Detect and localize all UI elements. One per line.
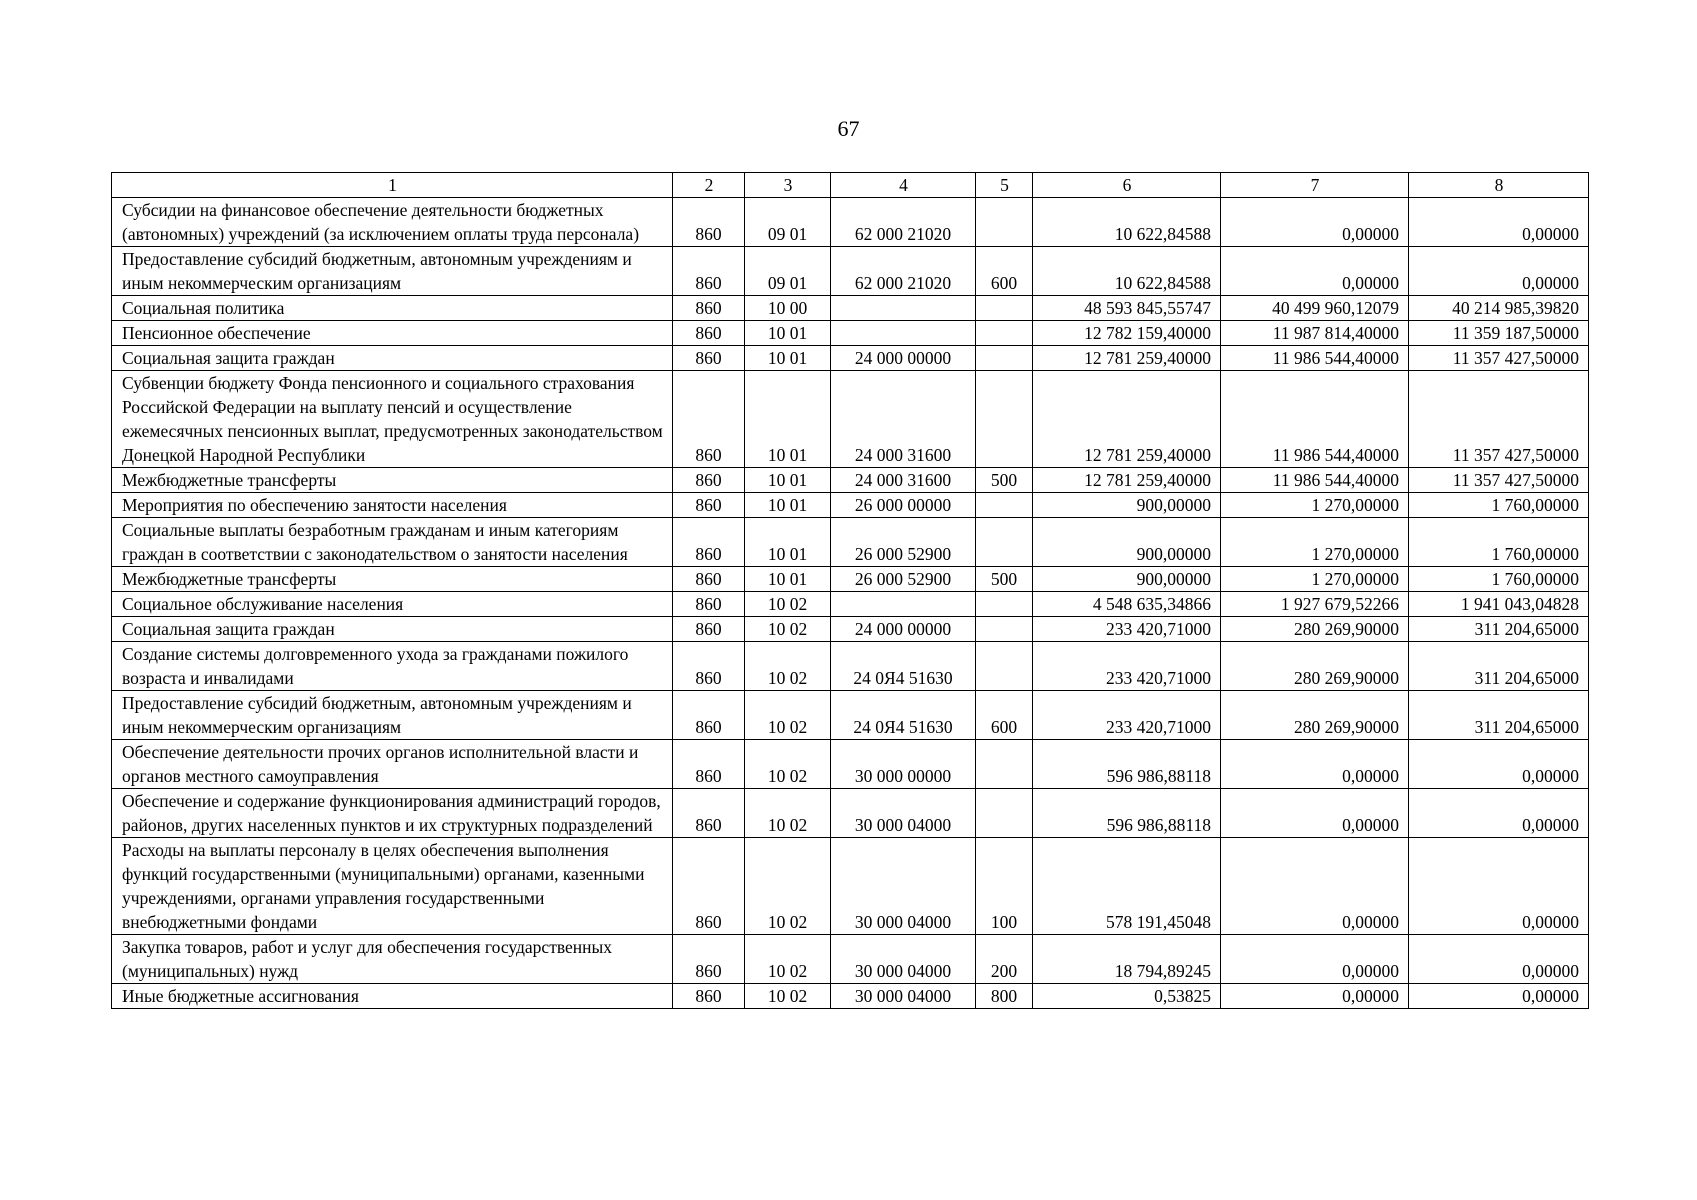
expense-type-cell: 600 [976, 691, 1033, 740]
amount-col8-cell: 40 214 985,39820 [1409, 296, 1589, 321]
section-code-cell: 10 01 [745, 468, 831, 493]
amount-col6-cell: 18 794,89245 [1033, 935, 1221, 984]
department-code-cell: 860 [673, 691, 745, 740]
column-header-4: 4 [831, 173, 976, 198]
table-row [112, 198, 1589, 247]
amount-col8-cell: 1 941 043,04828 [1409, 592, 1589, 617]
expense-type-cell [976, 371, 1033, 468]
expense-name-cell: Субсидии на финансовое обеспечение деятельности бюджетных (автономных) учреждений (за исключением оплаты труда персонала) [112, 198, 673, 247]
expense-type-cell [976, 617, 1033, 642]
table-row [112, 296, 1589, 321]
department-code-cell: 860 [673, 592, 745, 617]
target-article-cell: 30 000 04000 [831, 789, 976, 838]
section-code-cell: 09 01 [745, 198, 831, 247]
amount-col8-cell: 11 357 427,50000 [1409, 371, 1589, 468]
amount-col6-cell: 233 420,71000 [1033, 642, 1221, 691]
amount-col7-cell: 280 269,90000 [1221, 691, 1409, 740]
table-body [112, 198, 1589, 1009]
amount-col6-cell: 900,00000 [1033, 518, 1221, 567]
expense-type-cell: 500 [976, 567, 1033, 592]
amount-col8-cell: 0,00000 [1409, 935, 1589, 984]
column-header-6: 6 [1033, 173, 1221, 198]
budget-table [111, 172, 1589, 1009]
amount-col8-cell: 0,00000 [1409, 247, 1589, 296]
expense-name-cell: Субвенции бюджету Фонда пенсионного и социального страхования Российской Федерации на выплату пенсий и осуществление ежемесячных пенсионных выплат, предусмотренных законодательством Донецкой Народной Республики [112, 371, 673, 468]
department-code-cell: 860 [673, 321, 745, 346]
amount-col6-cell: 12 781 259,40000 [1033, 468, 1221, 493]
department-code-cell: 860 [673, 789, 745, 838]
table-row [112, 740, 1589, 789]
table-row [112, 642, 1589, 691]
amount-col8-cell: 0,00000 [1409, 198, 1589, 247]
expense-name-cell: Межбюджетные трансферты [112, 567, 673, 592]
expense-name-cell: Обеспечение и содержание функционирования администраций городов, районов, других населенных пунктов и их структурных подразделений [112, 789, 673, 838]
header-row [112, 173, 1589, 198]
expense-name-cell: Обеспечение деятельности прочих органов исполнительной власти и органов местного самоуправления [112, 740, 673, 789]
amount-col7-cell: 0,00000 [1221, 838, 1409, 935]
amount-col6-cell: 12 782 159,40000 [1033, 321, 1221, 346]
department-code-cell: 860 [673, 371, 745, 468]
column-header-1: 1 [112, 173, 673, 198]
amount-col6-cell: 48 593 845,55747 [1033, 296, 1221, 321]
expense-name-cell: Пенсионное обеспечение [112, 321, 673, 346]
expense-type-cell [976, 321, 1033, 346]
section-code-cell: 10 01 [745, 518, 831, 567]
department-code-cell: 860 [673, 346, 745, 371]
amount-col6-cell: 0,53825 [1033, 984, 1221, 1009]
amount-col7-cell: 0,00000 [1221, 984, 1409, 1009]
amount-col7-cell: 0,00000 [1221, 247, 1409, 296]
table-row [112, 321, 1589, 346]
amount-col7-cell: 11 987 814,40000 [1221, 321, 1409, 346]
section-code-cell: 09 01 [745, 247, 831, 296]
amount-col8-cell: 1 760,00000 [1409, 493, 1589, 518]
amount-col6-cell: 10 622,84588 [1033, 198, 1221, 247]
table-row [112, 247, 1589, 296]
amount-col7-cell: 0,00000 [1221, 740, 1409, 789]
department-code-cell: 860 [673, 617, 745, 642]
table-row [112, 567, 1589, 592]
department-code-cell: 860 [673, 296, 745, 321]
department-code-cell: 860 [673, 518, 745, 567]
department-code-cell: 860 [673, 493, 745, 518]
table-row [112, 789, 1589, 838]
expense-type-cell [976, 493, 1033, 518]
target-article-cell: 62 000 21020 [831, 247, 976, 296]
expense-type-cell [976, 642, 1033, 691]
expense-type-cell [976, 296, 1033, 321]
section-code-cell: 10 01 [745, 493, 831, 518]
amount-col6-cell: 596 986,88118 [1033, 740, 1221, 789]
amount-col7-cell: 0,00000 [1221, 789, 1409, 838]
department-code-cell: 860 [673, 935, 745, 984]
section-code-cell: 10 02 [745, 789, 831, 838]
section-code-cell: 10 02 [745, 838, 831, 935]
amount-col6-cell: 900,00000 [1033, 567, 1221, 592]
target-article-cell: 24 000 31600 [831, 468, 976, 493]
department-code-cell: 860 [673, 838, 745, 935]
expense-type-cell: 600 [976, 247, 1033, 296]
target-article-cell: 24 000 31600 [831, 371, 976, 468]
section-code-cell: 10 02 [745, 691, 831, 740]
department-code-cell: 860 [673, 740, 745, 789]
department-code-cell: 860 [673, 567, 745, 592]
target-article-cell: 26 000 00000 [831, 493, 976, 518]
target-article-cell: 30 000 04000 [831, 935, 976, 984]
target-article-cell [831, 592, 976, 617]
amount-col8-cell: 11 359 187,50000 [1409, 321, 1589, 346]
amount-col8-cell: 1 760,00000 [1409, 567, 1589, 592]
table-row [112, 592, 1589, 617]
expense-name-cell: Создание системы долговременного ухода за гражданами пожилого возраста и инвалидами [112, 642, 673, 691]
expense-type-cell: 500 [976, 468, 1033, 493]
expense-name-cell: Социальная политика [112, 296, 673, 321]
amount-col8-cell: 0,00000 [1409, 740, 1589, 789]
section-code-cell: 10 01 [745, 371, 831, 468]
target-article-cell: 24 0Я4 51630 [831, 642, 976, 691]
table-row [112, 493, 1589, 518]
expense-name-cell: Социальные выплаты безработным гражданам и иным категориям граждан в соответствии с законодательством о занятости населения [112, 518, 673, 567]
amount-col6-cell: 596 986,88118 [1033, 789, 1221, 838]
section-code-cell: 10 02 [745, 617, 831, 642]
expense-type-cell: 100 [976, 838, 1033, 935]
amount-col7-cell: 11 986 544,40000 [1221, 346, 1409, 371]
amount-col6-cell: 10 622,84588 [1033, 247, 1221, 296]
amount-col7-cell: 280 269,90000 [1221, 642, 1409, 691]
amount-col8-cell: 11 357 427,50000 [1409, 468, 1589, 493]
amount-col7-cell: 1 927 679,52266 [1221, 592, 1409, 617]
department-code-cell: 860 [673, 198, 745, 247]
target-article-cell: 26 000 52900 [831, 567, 976, 592]
amount-col6-cell: 900,00000 [1033, 493, 1221, 518]
amount-col6-cell: 12 781 259,40000 [1033, 346, 1221, 371]
table-row [112, 691, 1589, 740]
department-code-cell: 860 [673, 642, 745, 691]
expense-type-cell [976, 740, 1033, 789]
expense-type-cell [976, 592, 1033, 617]
department-code-cell: 860 [673, 247, 745, 296]
target-article-cell: 24 000 00000 [831, 346, 976, 371]
column-header-8: 8 [1409, 173, 1589, 198]
table-row [112, 346, 1589, 371]
target-article-cell: 30 000 04000 [831, 838, 976, 935]
section-code-cell: 10 01 [745, 346, 831, 371]
target-article-cell [831, 296, 976, 321]
expense-type-cell [976, 518, 1033, 567]
expense-name-cell: Социальная защита граждан [112, 346, 673, 371]
expense-name-cell: Закупка товаров, работ и услуг для обеспечения государственных (муниципальных) нужд [112, 935, 673, 984]
column-header-2: 2 [673, 173, 745, 198]
expense-name-cell: Социальная защита граждан [112, 617, 673, 642]
section-code-cell: 10 00 [745, 296, 831, 321]
table-row [112, 838, 1589, 935]
table-row [112, 468, 1589, 493]
target-article-cell: 30 000 04000 [831, 984, 976, 1009]
amount-col7-cell: 280 269,90000 [1221, 617, 1409, 642]
expense-name-cell: Предоставление субсидий бюджетным, автономным учреждениям и иным некоммерческим организациям [112, 247, 673, 296]
target-article-cell [831, 321, 976, 346]
column-header-5: 5 [976, 173, 1033, 198]
expense-type-cell: 200 [976, 935, 1033, 984]
section-code-cell: 10 02 [745, 984, 831, 1009]
expense-name-cell: Межбюджетные трансферты [112, 468, 673, 493]
table-row [112, 371, 1589, 468]
table-row [112, 518, 1589, 567]
amount-col7-cell: 0,00000 [1221, 935, 1409, 984]
amount-col6-cell: 12 781 259,40000 [1033, 371, 1221, 468]
amount-col8-cell: 311 204,65000 [1409, 617, 1589, 642]
amount-col6-cell: 578 191,45048 [1033, 838, 1221, 935]
amount-col8-cell: 0,00000 [1409, 984, 1589, 1009]
table-row [112, 617, 1589, 642]
page-number: 67 [837, 116, 860, 141]
expense-type-cell [976, 789, 1033, 838]
section-code-cell: 10 02 [745, 592, 831, 617]
expense-type-cell [976, 346, 1033, 371]
department-code-cell: 860 [673, 468, 745, 493]
amount-col8-cell: 11 357 427,50000 [1409, 346, 1589, 371]
table-row [112, 984, 1589, 1009]
amount-col6-cell: 233 420,71000 [1033, 617, 1221, 642]
expense-name-cell: Социальное обслуживание населения [112, 592, 673, 617]
expense-name-cell: Иные бюджетные ассигнования [112, 984, 673, 1009]
section-code-cell: 10 02 [745, 642, 831, 691]
section-code-cell: 10 01 [745, 321, 831, 346]
amount-col6-cell: 4 548 635,34866 [1033, 592, 1221, 617]
amount-col7-cell: 11 986 544,40000 [1221, 468, 1409, 493]
department-code-cell: 860 [673, 984, 745, 1009]
expense-name-cell: Расходы на выплаты персоналу в целях обеспечения выполнения функций государственными (муниципальными) органами, казенными учреждениями, органами управления государственными внебюджетными фондами [112, 838, 673, 935]
expense-type-cell [976, 198, 1033, 247]
target-article-cell: 24 000 00000 [831, 617, 976, 642]
target-article-cell: 24 0Я4 51630 [831, 691, 976, 740]
target-article-cell: 30 000 00000 [831, 740, 976, 789]
amount-col7-cell: 1 270,00000 [1221, 567, 1409, 592]
amount-col7-cell: 40 499 960,12079 [1221, 296, 1409, 321]
amount-col7-cell: 1 270,00000 [1221, 518, 1409, 567]
expense-type-cell: 800 [976, 984, 1033, 1009]
expense-name-cell: Предоставление субсидий бюджетным, автономным учреждениям и иным некоммерческим организациям [112, 691, 673, 740]
amount-col8-cell: 0,00000 [1409, 838, 1589, 935]
target-article-cell: 26 000 52900 [831, 518, 976, 567]
section-code-cell: 10 01 [745, 567, 831, 592]
amount-col8-cell: 311 204,65000 [1409, 642, 1589, 691]
section-code-cell: 10 02 [745, 935, 831, 984]
section-code-cell: 10 02 [745, 740, 831, 789]
amount-col8-cell: 1 760,00000 [1409, 518, 1589, 567]
target-article-cell: 62 000 21020 [831, 198, 976, 247]
expense-name-cell: Мероприятия по обеспечению занятости населения [112, 493, 673, 518]
column-header-3: 3 [745, 173, 831, 198]
column-header-7: 7 [1221, 173, 1409, 198]
amount-col8-cell: 0,00000 [1409, 789, 1589, 838]
amount-col6-cell: 233 420,71000 [1033, 691, 1221, 740]
amount-col7-cell: 0,00000 [1221, 198, 1409, 247]
amount-col7-cell: 11 986 544,40000 [1221, 371, 1409, 468]
table-row [112, 935, 1589, 984]
amount-col8-cell: 311 204,65000 [1409, 691, 1589, 740]
amount-col7-cell: 1 270,00000 [1221, 493, 1409, 518]
